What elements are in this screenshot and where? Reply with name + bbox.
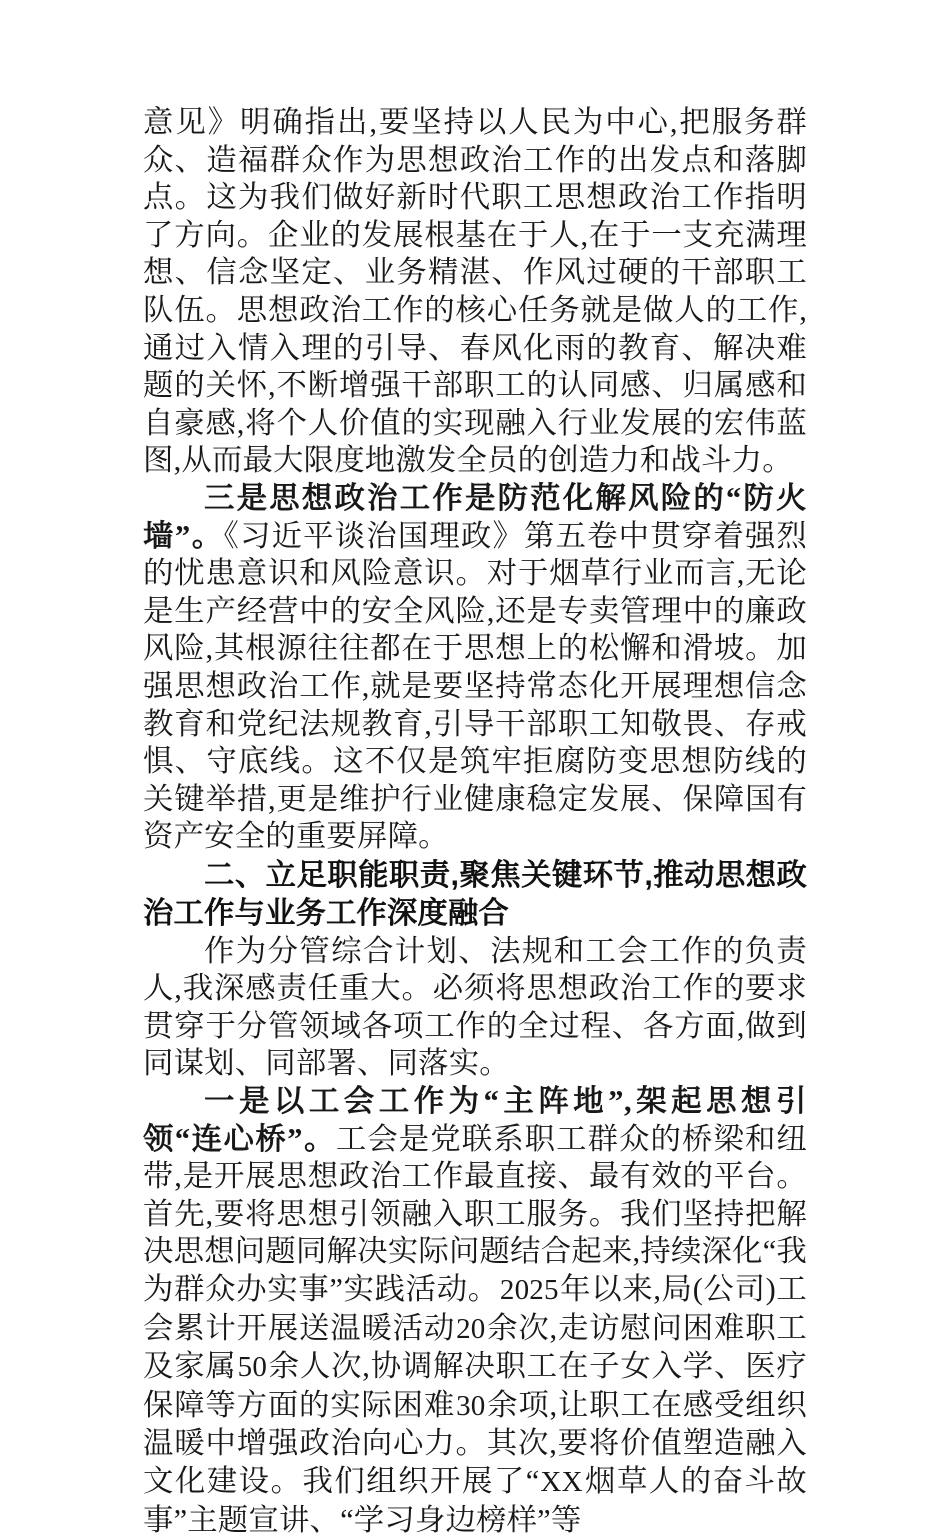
paragraph-point-one [143,1083,807,1539]
inline-text: 工会是党联系职工群众的桥梁和纽带,是开展思想政治工作最直接、最有效的平台。首先,要将思想引领融入职工服务。我们坚持把解决思想问题同解决实际问题结合起来,持续深化“我为群众办实事”实践活动。 [143,1121,807,1307]
paragraph-body-point-one [143,1122,807,1537]
paragraph-body-point-three: 《习近平谈治国理政》第五卷中贯穿着强烈的忧患意识和风险意识。对于烟草行业而言,无论是生产经营中的安全风险,还是专卖管理中的廉政风险,其根源往往都在于思想上的松懈和滑坡。加强思想政治工作,就是要坚持常态化开展理想信念教育和党纪法规教育,引导干部职工知敬畏、存戒惧、守底线。这不仅是筑牢拒腐防变思想防线的关键举措,更是维护行业健康稳定发展、保障国有资产安全的重要屏障。 [143,518,807,854]
inline-text: 余项,让职工在感受组织温暖中增强政治向心力。其次,要将价值塑造融入文化建设。我们组织开展了“ [143,1387,807,1498]
inline-numeral: XX [540,1466,583,1498]
inline-numeral: 2025 [499,1274,559,1307]
paragraph-point-three [143,480,807,856]
section-heading-two: 二、立足职能职责,聚焦关键环节,推动思想政治工作与业务工作深度融合 [143,857,807,931]
paragraph-lead-point-one: 一是以工会工作为“主阵地”,架起思想引领“连心桥”。 [143,1084,807,1156]
paragraph-lead-point-three: 三是思想政治工作是防范化解风险的“防火墙”。 [143,480,807,553]
inline-text: 余人次,协调解决职工在子女入学、医疗保障等方面的实际困难 [143,1349,808,1422]
inline-text: 年以来,局(公司)工会累计开展送温暖活动 [143,1272,807,1345]
paragraph-responsibility: 作为分管综合计划、法规和工会工作的负责人,我深感责任重大。必须将思想政治工作的要求贯穿于分管领域各项工作的全过程、各方面,做到同谋划、同部署、同落实。 [143,933,807,1081]
inline-text: 烟草人的奋斗故事”主题宣讲、“学习身边榜样”等 [143,1464,807,1537]
inline-numeral: 20 [456,1312,486,1345]
paragraph-continuation: 意见》明确指出,要坚持以人民为中心,把服务群众、造福群众作为思想政治工作的出发点和落脚点。这为我们做好新时代职工思想政治工作指明了方向。企业的发展根基在于人,在于一支充满理想、信念坚定、业务精湛、作风过硬的干部职工队伍。思想政治工作的核心任务就是做人的工作,通过入情入理的引导、春风化雨的教育、解决难题的关怀,不断增强干部职工的认同感、归属感和自豪感,将个人价值的实现融入行业发展的宏伟蓝图,从而最大限度地激发全员的创造力和战斗力。 [143,105,807,478]
inline-numeral: 30 [456,1389,486,1422]
inline-text: 余次,走访慰问困难职工及家属 [143,1310,807,1384]
page-text-body [143,104,807,1539]
inline-numeral: 50 [237,1351,268,1384]
